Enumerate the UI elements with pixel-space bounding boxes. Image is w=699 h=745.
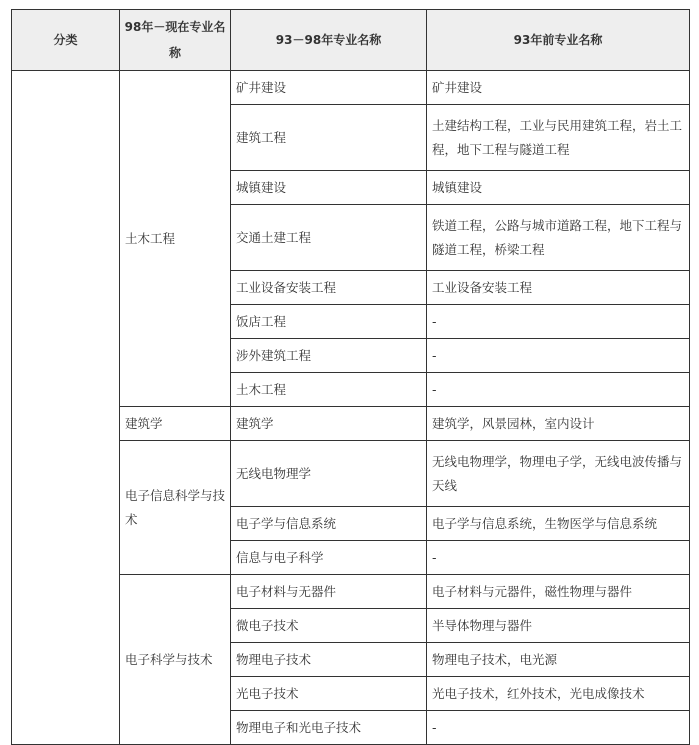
mid-major: 建筑学 [231, 407, 427, 441]
major-mapping-table [11, 9, 690, 745]
old-major: - [427, 373, 690, 407]
mid-major: 涉外建筑工程 [231, 339, 427, 373]
mid-major: 电子学与信息系统 [231, 507, 427, 541]
old-major: 物理电子技术，电光源 [427, 643, 690, 677]
group-electronic-information-science: 电子信息科学与技术 [120, 441, 231, 575]
mid-major: 无线电物理学 [231, 441, 427, 507]
mid-major: 土木工程 [231, 373, 427, 407]
mid-major: 物理电子和光电子技术 [231, 711, 427, 745]
old-major: 建筑学，风景园林，室内设计 [427, 407, 690, 441]
header-category: 分类 [12, 10, 120, 71]
group-electronic-science: 电子科学与技术 [120, 575, 231, 745]
mid-major: 饭店工程 [231, 305, 427, 339]
old-major: 城镇建设 [427, 171, 690, 205]
header-current-major: 98年－现在专业名称 [120, 10, 231, 71]
mid-major: 物理电子技术 [231, 643, 427, 677]
group-civil-engineering: 土木工程 [120, 71, 231, 407]
old-major: - [427, 711, 690, 745]
old-major: 光电子技术，红外技术，光电成像技术 [427, 677, 690, 711]
old-major: 半导体物理与器件 [427, 609, 690, 643]
group-architecture: 建筑学 [120, 407, 231, 441]
old-major: 无线电物理学，物理电子学，无线电波传播与天线 [427, 441, 690, 507]
header-93-98-major: 93－98年专业名称 [231, 10, 427, 71]
header-pre-93-major: 93年前专业名称 [427, 10, 690, 71]
old-major: 铁道工程，公路与城市道路工程，地下工程与隧道工程，桥梁工程 [427, 205, 690, 271]
old-major: 电子学与信息系统，生物医学与信息系统 [427, 507, 690, 541]
old-major: - [427, 339, 690, 373]
old-major: 土建结构工程，工业与民用建筑工程，岩土工程，地下工程与隧道工程 [427, 105, 690, 171]
old-major: 工业设备安装工程 [427, 271, 690, 305]
mid-major: 城镇建设 [231, 171, 427, 205]
category-cell [12, 71, 120, 745]
mid-major: 交通土建工程 [231, 205, 427, 271]
old-major: - [427, 541, 690, 575]
old-major: 电子材料与元器件，磁性物理与器件 [427, 575, 690, 609]
mid-major: 微电子技术 [231, 609, 427, 643]
mid-major: 矿井建设 [231, 71, 427, 105]
mid-major: 建筑工程 [231, 105, 427, 171]
mid-major: 电子材料与无器件 [231, 575, 427, 609]
mid-major: 信息与电子科学 [231, 541, 427, 575]
table-row [12, 71, 690, 105]
mid-major: 工业设备安装工程 [231, 271, 427, 305]
mid-major: 光电子技术 [231, 677, 427, 711]
header-row [12, 10, 690, 71]
old-major: 矿井建设 [427, 71, 690, 105]
old-major: - [427, 305, 690, 339]
